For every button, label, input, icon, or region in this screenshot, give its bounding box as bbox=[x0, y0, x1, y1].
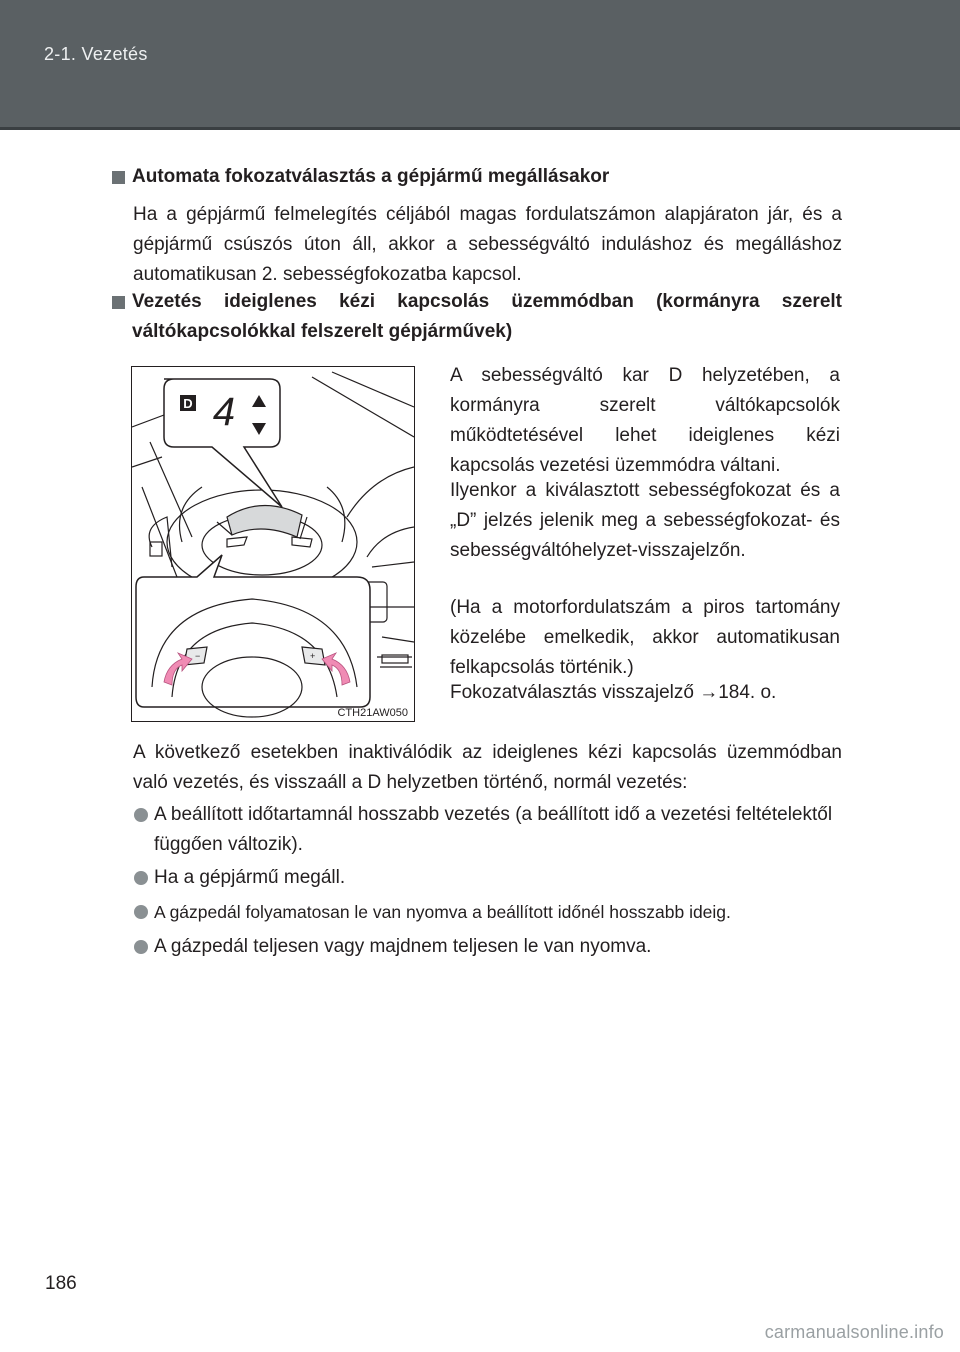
list-item: A gázpedál teljesen vagy majdnem teljesen le van nyomva. bbox=[134, 932, 844, 962]
figure-code: CTH21AW050 bbox=[337, 707, 408, 719]
square-bullet-icon bbox=[112, 171, 125, 184]
page-number: 186 bbox=[45, 1273, 77, 1294]
side-paragraph-4: Fokozatválasztás visszajelző →184. o. bbox=[450, 682, 777, 703]
auto-gear-paragraph: Ha a gépjármű felmelegítés céljából magas fordulatszámon alapjáraton jár, és a gépjármű csúszós úton áll, akkor a sebességváltó induláshoz és megálláshoz automatikusan 2. sebességfokozatba kapcsol. bbox=[133, 204, 842, 285]
round-bullet-icon bbox=[134, 940, 148, 954]
steering-wheel-illustration bbox=[131, 366, 415, 722]
paddle-shifter-drawing bbox=[132, 367, 414, 721]
round-bullet-icon bbox=[134, 871, 148, 885]
section-heading-auto-gear: Automata fokozatválasztás a gépjármű megállásakor bbox=[112, 162, 842, 192]
svg-text:−: − bbox=[195, 651, 201, 661]
square-bullet-icon bbox=[112, 296, 125, 309]
page-header bbox=[0, 0, 960, 127]
side-paragraph-3: (Ha a motorfordulatszám a piros tartomány közelébe emelkedik, akkor automatikusan felkapcsolás történik.) bbox=[450, 597, 840, 678]
gear-digit: 4 bbox=[212, 390, 236, 434]
round-bullet-icon bbox=[134, 808, 148, 822]
deactivation-intro: A következő esetekben inaktiválódik az ideiglenes kézi kapcsolás üzemmódban való vezetés, és visszaáll a D helyzetben történő, normál vezetés: bbox=[133, 742, 842, 793]
list-item: A beállított időtartamnál hosszabb vezetés (a beállított idő a vezetési feltételektől függően változik). bbox=[134, 800, 844, 860]
side-paragraph-1: A sebességváltó kar D helyzetében, a kormányra szerelt váltókapcsolók működtetésével lehet ideiglenes kézi kapcsolás vezetési üzemmódra váltani. bbox=[450, 365, 840, 476]
section-title: 2-1. Vezetés bbox=[44, 44, 148, 64]
watermark: carmanualsonline.info bbox=[764, 1322, 944, 1342]
list-item: Ha a gépjármű megáll. bbox=[134, 863, 844, 893]
section-heading-manual-mode: Vezetés ideiglenes kézi kapcsolás üzemmódban (kormányra szerelt váltókapcsolókkal felszerelt gépjárművek) bbox=[112, 287, 842, 347]
list-item: A gázpedál folyamatosan le van nyomva a beállított időnél hosszabb ideig. bbox=[134, 897, 844, 927]
header-divider bbox=[0, 127, 960, 130]
indicator-d-letter: D bbox=[183, 396, 193, 411]
round-bullet-icon bbox=[134, 905, 148, 919]
side-paragraph-2: Ilyenkor a kiválasztott sebességfokozat és a „D” jelzés jelenik meg a sebességfokozat- és sebességváltóhelyzet-visszajelzőn. bbox=[450, 480, 840, 561]
svg-text:+: + bbox=[310, 651, 316, 661]
